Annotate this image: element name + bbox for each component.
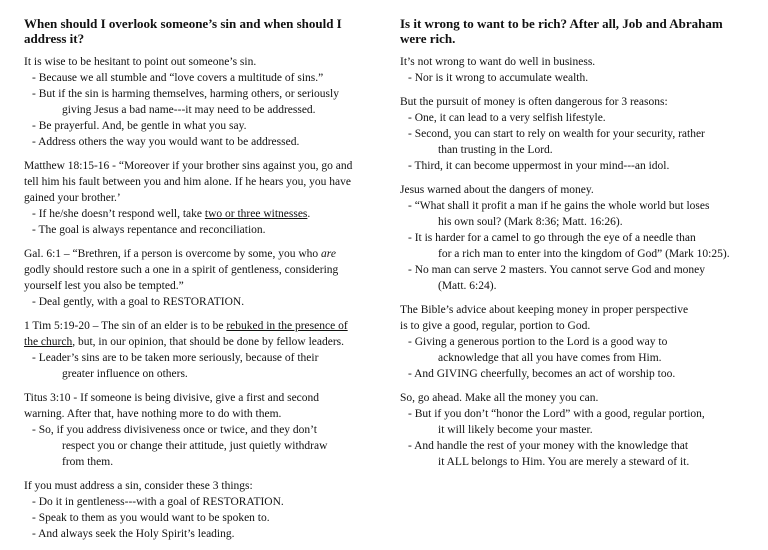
bullet-line: - Giving a generous portion to the Lord is a good way to xyxy=(408,336,668,348)
bullet-line: - Nor is it wrong to accumulate wealth. xyxy=(408,72,589,84)
right-question-heading: Is it wrong to want to be rich? After all, Job and Abraham were rich. xyxy=(400,16,723,46)
text-run: 1 Tim 5:19-20 – The sin of an elder is to be xyxy=(24,320,227,332)
underlined-phrase: two or three witnesses xyxy=(204,208,308,220)
paragraph-line: warning. After that, have nothing more to do with them. xyxy=(24,408,282,420)
right-section-jesus-warned xyxy=(400,182,752,294)
bullet-line: - “What shall it profit a man if he gains the whole world but loses xyxy=(408,200,710,212)
paragraph-line: is to give a good, regular, portion to God. xyxy=(400,320,591,332)
paragraph-line: Matthew 18:15-16 - “Moreover if your brother sins against you, go and xyxy=(24,160,353,172)
bullet-continuation: greater influence on others. xyxy=(62,368,188,380)
right-section-bible-advice xyxy=(400,302,752,382)
text-run: . xyxy=(307,208,311,220)
bullet-continuation: it will likely become your master. xyxy=(438,424,593,436)
bullet-continuation: than trusting in the Lord. xyxy=(438,144,553,156)
bullet-line: - Speak to them as you would want to be spoken to. xyxy=(32,512,270,524)
bullet-line: - And GIVING cheerfully, becomes an act of worship too. xyxy=(408,368,676,380)
bullet-line: - Because we all stumble and “love covers a multitude of sins.” xyxy=(32,72,324,84)
paragraph-line: It is wise to be hesitant to point out someone’s sin. xyxy=(24,56,257,68)
left-section-galatians xyxy=(24,246,376,310)
text-run: - If he/she doesn’t respond well, take xyxy=(32,208,205,220)
underlined-phrase: the church xyxy=(24,336,73,348)
paragraph-line: Titus 3:10 - If someone is being divisive, give a first and second xyxy=(24,392,320,404)
paragraph-line xyxy=(24,246,376,262)
paragraph-line: It’s not wrong to want do well in business. xyxy=(400,56,596,68)
paragraph-line: godly should restore such a one in a spirit of gentleness, considering xyxy=(24,264,339,276)
bullet-line: - Leader’s sins are to be taken more seriously, because of their xyxy=(32,352,319,364)
underlined-phrase: rebuked in the presence of xyxy=(226,320,348,332)
paragraph-line: Jesus warned about the dangers of money. xyxy=(400,184,594,196)
bullet-continuation: giving Jesus a bad name---it may need to be addressed. xyxy=(62,104,316,116)
paragraph-line: If you must address a sin, consider these 3 things: xyxy=(24,480,253,492)
italic-word: are xyxy=(321,248,336,260)
text-run: , but, in our opinion, that should be done by fellow leaders. xyxy=(72,336,345,348)
left-column xyxy=(24,0,376,550)
bullet-line: - So, if you address divisiveness once or twice, and they don’t xyxy=(32,424,317,436)
bullet-continuation: respect you or change their attitude, just quietly withdraw xyxy=(62,440,328,452)
bullet-line: - But if the sin is harming themselves, harming others, or seriously xyxy=(32,88,339,100)
left-section-three-things xyxy=(24,478,376,542)
bullet-line: - One, it can lead to a very selfish lifestyle. xyxy=(408,112,606,124)
bullet-line: - Do it in gentleness---with a goal of RESTORATION. xyxy=(32,496,284,508)
paragraph-line: tell him his fault between you and him alone. If he hears you, you have xyxy=(24,176,352,188)
bullet-continuation: it ALL belongs to Him. You are merely a steward of it. xyxy=(438,456,690,468)
paragraph-line: But the pursuit of money is often dangerous for 3 reasons: xyxy=(400,96,668,108)
paragraph-line xyxy=(24,334,376,350)
bullet-continuation: for a rich man to enter into the kingdom of God” (Mark 10:25). xyxy=(438,248,730,260)
bullet-line: - Third, it can become uppermost in your mind---an idol. xyxy=(408,160,670,172)
bullet-line xyxy=(24,206,376,222)
bullet-line: - The goal is always repentance and reconciliation. xyxy=(32,224,266,236)
left-section-titus xyxy=(24,390,376,470)
left-section-timothy xyxy=(24,318,376,382)
bullet-continuation: (Matt. 6:24). xyxy=(438,280,497,292)
bullet-line: - Address others the way you would want to be addressed. xyxy=(32,136,300,148)
text-run: Gal. 6:1 – “Brethren, if a person is overcome by some, you who xyxy=(24,248,322,260)
bullet-line: - No man can serve 2 masters. You cannot serve God and money xyxy=(408,264,706,276)
bullet-line: - Second, you can start to rely on wealth for your security, rather xyxy=(408,128,705,140)
paragraph-line xyxy=(24,318,376,334)
paragraph-line: gained your brother.’ xyxy=(24,192,121,204)
right-section-go-ahead xyxy=(400,390,752,470)
bullet-line: - And handle the rest of your money with the knowledge that xyxy=(408,440,689,452)
paragraph-line: So, go ahead. Make all the money you can. xyxy=(400,392,599,404)
bullet-line: - But if you don’t “honor the Lord” with a good, regular portion, xyxy=(408,408,705,420)
left-question-heading: When should I overlook someone’s sin and when should I address it? xyxy=(24,16,342,46)
bullet-line: - And always seek the Holy Spirit’s leading. xyxy=(32,528,235,540)
left-section-matthew xyxy=(24,158,376,238)
paragraph-line: yourself lest you also be tempted.” xyxy=(24,280,184,292)
right-section-dangers xyxy=(400,94,752,174)
paragraph-line: The Bible’s advice about keeping money in proper perspective xyxy=(400,304,689,316)
right-section-business xyxy=(400,54,752,86)
bullet-continuation: acknowledge that all you have comes from Him. xyxy=(438,352,662,364)
bullet-continuation: from them. xyxy=(62,456,114,468)
bullet-line: - It is harder for a camel to go through the eye of a needle than xyxy=(408,232,696,244)
left-section-hesitant xyxy=(24,54,376,150)
bullet-continuation: his own soul? (Mark 8:36; Matt. 16:26). xyxy=(438,216,623,228)
right-column xyxy=(400,0,752,478)
bullet-line: - Deal gently, with a goal to RESTORATION. xyxy=(32,296,245,308)
bullet-line: - Be prayerful. And, be gentle in what you say. xyxy=(32,120,247,132)
